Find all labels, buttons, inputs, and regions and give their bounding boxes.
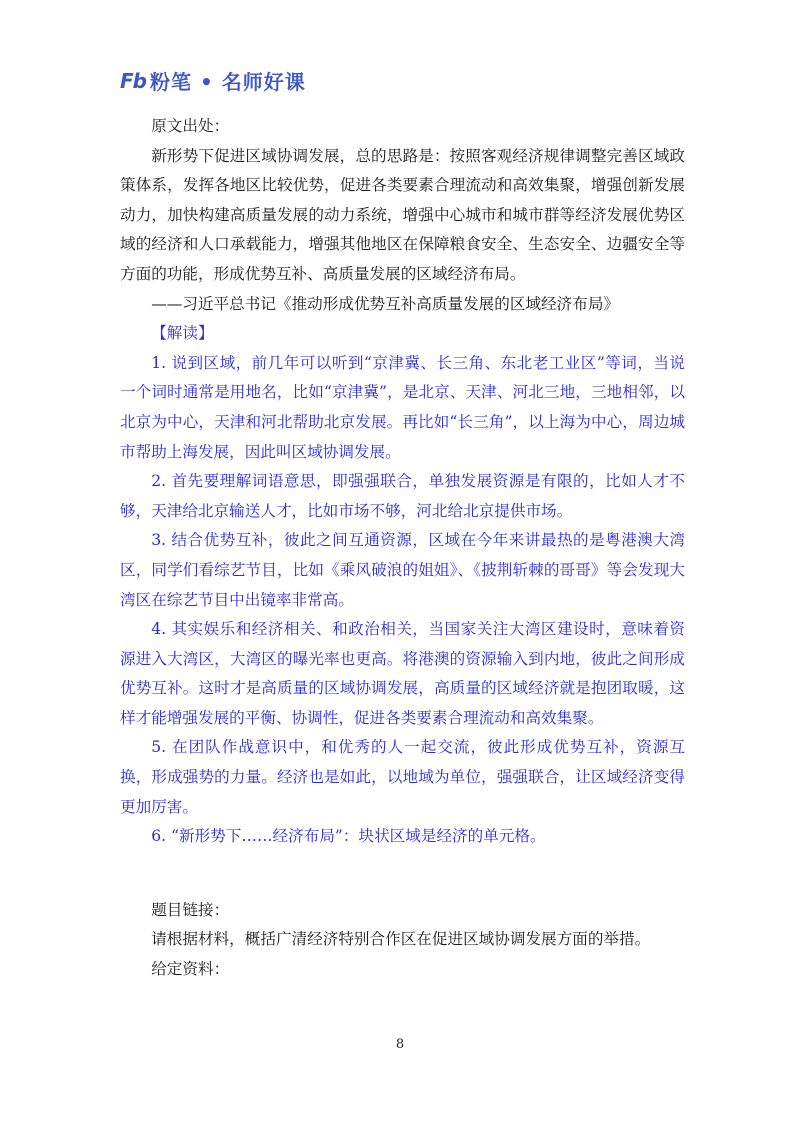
interpretation-item-3: 3. 结合优势互补，彼此之间互通资源，区域在今年来讲最热的是粤港澳大湾区，同学们看综艺节目，比如《乘风破浪的姐姐》、《披荆斩棘的哥哥》等会发现大湾区在综艺节目中出镜率非常高。 [120, 531, 685, 609]
question-label: 题目链接： [151, 900, 230, 919]
interpretation-item-1: 1. 说到区域，前几年可以听到“京津冀、长三角、东北老工业区”等词，当说一个词时通常是用地名，比如“京津冀”，是北京、天津、河北三地，三地相邻，以北京为中心，天津和河北帮助北京发展。再比如“长三角”，以上海为中心，周边城市帮助上海发展，因此叫区域协调发展。 [120, 353, 685, 461]
fenbi-logo-icon: Fb [120, 68, 146, 93]
brand-logo [120, 66, 306, 95]
source-citation: ——习近平总书记《推动形成优势互补高质量发展的区域经济布局》 [151, 294, 620, 313]
interpretation-item-2: 2. 首先要理解词语意思，即强强联合，单独发展资源是有限的，比如人才不够，天津给北京输送人才，比如市场不够，河北给北京提供市场。 [120, 472, 685, 520]
interpretation-item-5: 5. 在团队作战意识中，和优秀的人一起交流，彼此形成优势互补，资源互换，形成强势的力量。经济也是如此，以地域为单位，强强联合，让区域经济变得更加厉害。 [120, 738, 685, 816]
question-prompt: 请根据材料，概括广清经济特别合作区在促进区域协调发展方面的举措。 [151, 930, 651, 949]
material-label: 给定资料： [151, 960, 230, 979]
interpretation-item-4: 4. 其实娱乐和经济相关、和政治相关，当国家关注大湾区建设时，意味着资源进入大湾区，大湾区的曝光率也更高。将港澳的资源输入到内地，彼此之间形成优势互补。这时才是高质量的区域协调发展，高质量的区域经济就是抱团取暖，这样才能增强发展的平衡、协调性，促进各类要素合理流动和高效集聚。 [120, 620, 685, 727]
brand-text: 粉笔 • 名师好课 [149, 70, 306, 94]
interpretation-heading: 【解读】 [151, 324, 214, 343]
interpretation-item-6: 6. “新形势下……经济布局”：块状区域是经济的单元格。 [151, 827, 546, 846]
source-text: 新形势下促进区域协调发展，总的思路是：按照客观经济规律调整完善区域政策体系，发挥各地区比较优势，促进各类要素合理流动和高效集聚，增强创新发展动力，加快构建高质量发展的动力系统，增强中心城市和城市群等经济发展优势区域的经济和人口承载能力，增强其他地区在保障粮食安全、生态安全、边疆安全等方面的功能，形成优势互补、高质量发展的区域经济布局。 [120, 146, 685, 283]
document-body [120, 112, 685, 985]
source-label: 原文出处： [151, 117, 230, 135]
page-number: 8 [395, 1037, 405, 1052]
section-spacer [120, 852, 685, 896]
